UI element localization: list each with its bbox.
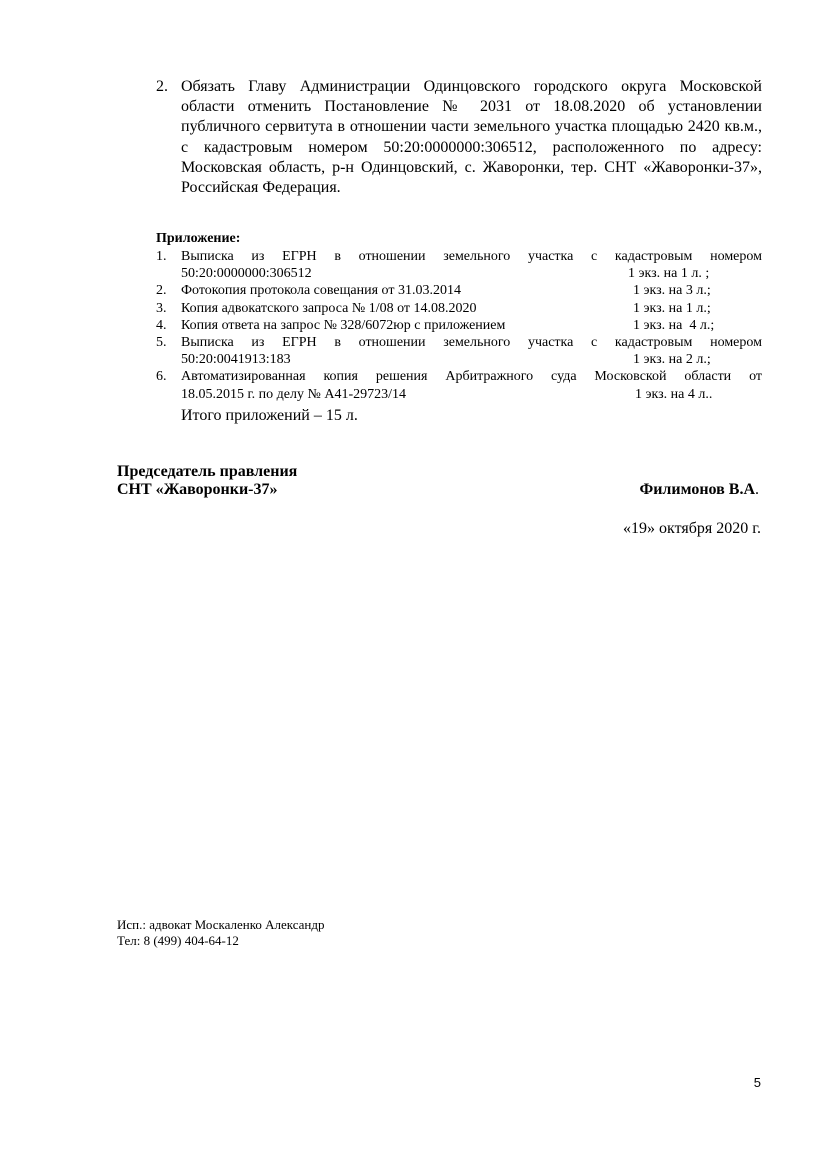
attachment-copies: 1 экз. на 2 л.; [633, 352, 711, 368]
attachment-number: 1. [156, 249, 167, 264]
attachment-item-1 [156, 248, 762, 282]
attachment-item-2 [156, 282, 762, 299]
attachment-description-continued: 18.05.2015 г. по делу № А41-29723/14 [181, 386, 406, 402]
attachment-copies: 1 экз. на 1 л.; [633, 300, 711, 316]
attachments-list [156, 248, 762, 403]
attachment-item-4 [156, 317, 762, 334]
attachment-description: Автоматизированная копия решения Арбитражного суда Московской области от [181, 369, 762, 385]
demand-item-text: Обязать Главу Администрации Одинцовского городского округа Московской области отменить Постановление № 2031 от 18.08.2020 об установлении публичного сервитута в отношении части земельного участка площадью 2420 кв.м., с кадастровым номером 50:20:0000000:306512, расположенного по адресу: Московская область, р-н Одинцовский, с. Жаворонки, тер. СНТ «Жаворонки-37», Российская Федерация. [181, 78, 762, 197]
signatory-name-period: . [755, 481, 759, 498]
attachment-number: 2. [156, 283, 167, 299]
attachment-copies: 1 экз. на 4 л.; [633, 317, 715, 333]
attachment-copies: 1 экз. на 3 л.; [633, 283, 711, 299]
attachment-number: 4. [156, 317, 167, 333]
document-date: «19» октября 2020 г. [623, 520, 761, 537]
demand-item-2 [156, 77, 762, 198]
signatory-organization: СНТ «Жаворонки-37» [117, 481, 278, 498]
executor-info [117, 917, 325, 949]
signatory-name-text: Филимонов В.А [639, 481, 755, 498]
attachments-heading: Приложение: [156, 231, 241, 246]
attachments-total: Итого приложений – 15 л. [181, 407, 358, 424]
attachment-item-5 [156, 334, 762, 368]
attachment-description: Копия ответа на запрос № 328/6072юр с приложением [181, 317, 506, 333]
attachment-item-6 [156, 368, 762, 402]
attachment-description: Выписка из ЕГРН в отношении земельного участка с кадастровым номером [181, 249, 762, 264]
attachment-number: 5. [156, 334, 167, 350]
executor-name: Исп.: адвокат Москаленко Александр [117, 917, 325, 932]
demand-item-number: 2. [156, 78, 168, 95]
attachment-number: 6. [156, 369, 167, 385]
attachment-item-3 [156, 300, 762, 317]
attachment-description-continued: 50:20:0000000:306512 [181, 266, 312, 282]
signatory-position: Председатель правления [117, 463, 298, 480]
attachment-number: 3. [156, 300, 167, 316]
attachment-copies: 1 экз. на 4 л.. [635, 386, 713, 402]
attachment-copies: 1 экз. на 1 л. ; [628, 266, 710, 282]
attachment-description: Копия адвокатского запроса № 1/08 от 14.08.2020 [181, 300, 477, 316]
attachment-description: Фотокопия протокола совещания от 31.03.2014 [181, 283, 461, 299]
attachment-description: Выписка из ЕГРН в отношении земельного участка с кадастровым номером [181, 334, 762, 350]
signatory-name [639, 481, 759, 499]
page-number: 5 [753, 1075, 761, 1090]
executor-phone: Тел: 8 (499) 404-64-12 [117, 933, 239, 948]
attachment-description-continued: 50:20:0041913:183 [181, 352, 291, 368]
